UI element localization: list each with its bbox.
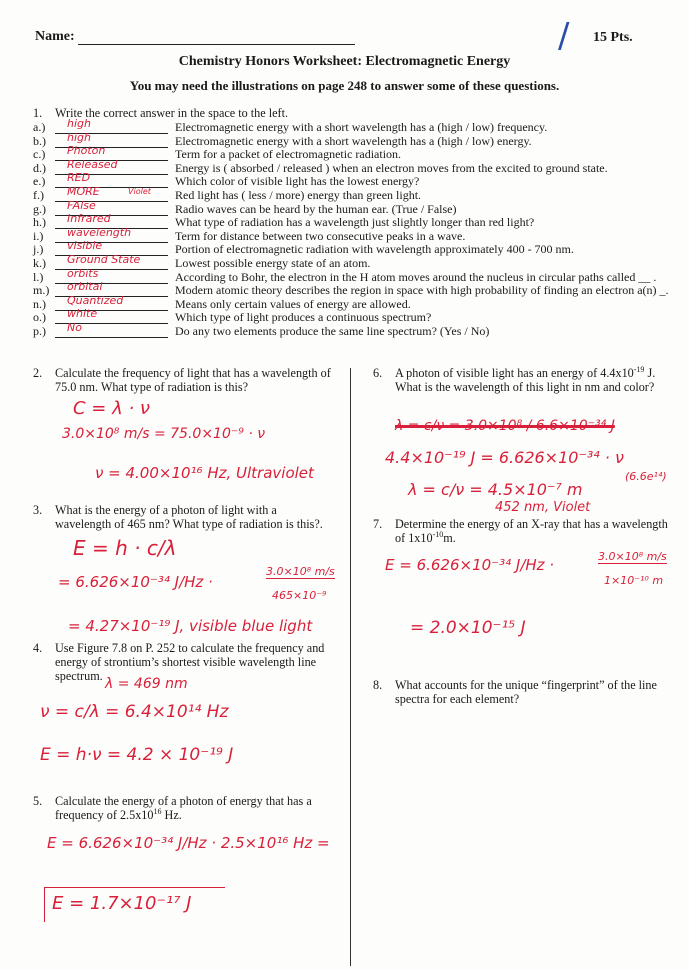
q6-work-crossed-out: λ = c/ν = 3.0×10⁸ / 6.6×10⁻³⁴ J <box>395 418 615 434</box>
q5-number: 5. <box>33 794 43 808</box>
q1-prompt: Write the correct answer in the space to the left. <box>55 106 288 120</box>
q1-item-label: g.) <box>33 201 46 216</box>
column-divider <box>350 368 351 966</box>
q2-work-1: C = λ · ν <box>73 398 150 419</box>
q6-number: 6. <box>373 366 383 380</box>
q1-item-question: Do any two elements produce the same line spectrum? (Yes / No) <box>175 324 490 338</box>
q1-answer-handwritten: RED <box>67 171 91 185</box>
q1-answer-handwritten: Infrared <box>67 212 111 226</box>
q1-item-label: l.) <box>33 269 44 284</box>
q1-item-question: Means only certain values of energy are allowed. <box>175 296 411 311</box>
q2-text-1: Calculate the frequency of light that has a wavelength of <box>55 366 331 380</box>
q1-answer-handwritten: visible <box>67 239 103 253</box>
q5-text-2-unit: Hz. <box>161 808 182 822</box>
q1-answer-handwritten: Released <box>67 157 118 171</box>
q6-work-answer: 452 nm, Violet <box>495 500 591 515</box>
q1-item-question: According to Bohr, the electron in the H atom moves around the nucleus in circular paths called __ . <box>175 269 657 284</box>
q7-work-answer: = 2.0×10⁻¹⁵ J <box>410 618 526 638</box>
q4-work-2: ν = c/λ = 6.4×10¹⁴ Hz <box>40 702 229 722</box>
q1-answer-handwritten: No <box>67 321 82 334</box>
q6-work-1: 4.4×10⁻¹⁹ J = 6.626×10⁻³⁴ · ν <box>385 448 624 467</box>
q1-item-label: n.) <box>33 296 46 311</box>
q1-item-question: Electromagnetic energy with a short wavelength has a (high / low) energy. <box>175 133 532 148</box>
q3-work-denominator: 465×10⁻⁹ <box>272 589 327 602</box>
q3-text-2: wavelength of 465 nm? What type of radiation is this?. <box>55 517 323 531</box>
q6-work-note: (6.6e¹⁴) <box>625 470 667 483</box>
q3-work-answer: = 4.27×10⁻¹⁹ J, visible blue light <box>68 617 313 635</box>
q1-answer-handwritten: Ground State <box>67 253 141 266</box>
q3-work-1: E = h · c/λ <box>73 536 177 560</box>
q1-item-question: Radio waves can be heard by the human ear. (True / False) <box>175 201 457 216</box>
q3-text-1: What is the energy of a photon of light with a <box>55 503 277 517</box>
q1-answer-handwritten: high <box>67 130 91 144</box>
score-points: 15 Pts. <box>593 30 633 45</box>
q1-answer-handwritten: MORE <box>67 185 100 198</box>
q1-number: 1. <box>33 106 43 120</box>
q7-work-1: E = 6.626×10⁻³⁴ J/Hz · <box>385 556 555 574</box>
q8-text-2: spectra for each element? <box>395 692 520 706</box>
q6-text-1-base: A photon of visible light has an energy of 4.4x10 <box>395 366 634 380</box>
q1-answer-handwritten: wavelength <box>67 225 132 239</box>
q1-item-question: Which type of light produces a continuous spectrum? <box>175 310 432 325</box>
q1-item-label: o.) <box>33 310 46 325</box>
q1-item-label: c.) <box>33 147 46 162</box>
q7-text-2-base: of 1x10 <box>395 531 433 545</box>
q7-work-numerator: 3.0×10⁸ m/s <box>598 550 667 563</box>
q7-text-2-unit: m. <box>443 531 456 545</box>
worksheet-title: Chemistry Honors Worksheet: Electromagnetic Energy <box>178 54 511 69</box>
q1-item-question: Term for a packet of electromagnetic radiation. <box>175 147 402 162</box>
q7-exponent: -10 <box>432 529 444 539</box>
q2-work-2: 3.0×10⁸ m/s = 75.0×10⁻⁹ · ν <box>62 426 266 442</box>
q7-work-denominator: 1×10⁻¹⁰ m <box>604 574 664 587</box>
q1-item-label: k.) <box>33 256 46 270</box>
q1-item-label: f.) <box>33 188 44 202</box>
q4-text-3: spectrum. <box>55 669 103 683</box>
q2-number: 2. <box>33 366 43 380</box>
q3-work-2: = 6.626×10⁻³⁴ J/Hz · <box>58 573 213 591</box>
q1-answer-handwritten: FAlse <box>67 198 96 212</box>
q6-text-1-unit: J. <box>644 366 656 380</box>
q6-text-1 <box>395 366 655 380</box>
q1-item-label: i.) <box>33 228 44 243</box>
q1-item-question: Electromagnetic energy with a short wavelength has a (high / low) frequency. <box>175 120 548 134</box>
q4-work-3: E = h·ν = 4.2 × 10⁻¹⁹ J <box>40 745 234 765</box>
q8-number: 8. <box>373 678 383 692</box>
q6-text-2: What is the wavelength of this light in nm and color? <box>395 380 655 394</box>
name-label: Name: <box>35 29 75 44</box>
q2-text-2: 75.0 nm. What type of radiation is this? <box>55 380 249 394</box>
q1-item-question: Portion of electromagnetic radiation with wavelength approximately 400 - 700 nm. <box>175 242 574 257</box>
q5-text-2-base: frequency of 2.5x10 <box>55 808 154 822</box>
q1-item-label: p.) <box>33 324 46 338</box>
worksheet-subtitle: You may need the illustrations on page 248 to answer some of these questions. <box>129 78 560 93</box>
q1-item-question: What type of radiation has a wavelength just slightly longer than red light? <box>175 215 535 230</box>
q1-item-question: Lowest possible energy state of an atom. <box>175 256 371 270</box>
q1-item-label: e.) <box>33 174 46 189</box>
q7-text-2 <box>395 531 456 545</box>
q1-item-question: Modern atomic theory describes the region in space with high probability of finding an electron a(n) _. <box>175 283 669 298</box>
q2-work-3: ν = 4.00×10¹⁶ Hz, Ultraviolet <box>95 464 314 482</box>
q4-text-1: Use Figure 7.8 on P. 252 to calculate the frequency and <box>55 641 325 655</box>
q7-text-1: Determine the energy of an X-ray that has a wavelength <box>395 517 668 531</box>
q4-text-2: energy of strontium’s shortest visible wavelength line <box>55 655 317 669</box>
q5-text-2 <box>55 808 182 822</box>
q4-work-1: λ = 469 nm <box>105 676 188 692</box>
q3-work-numerator: 3.0×10⁸ m/s <box>266 565 335 578</box>
q6-work-2: λ = c/ν = 4.5×10⁻⁷ m <box>408 480 583 499</box>
q1-answer-field[interactable] <box>55 321 168 338</box>
q1-item-question: Energy is ( absorbed / released ) when an electron moves from the excited to ground state. <box>175 160 608 175</box>
q5-work-answer: E = 1.7×10⁻¹⁷ J <box>52 893 192 914</box>
q6-exponent: -19 <box>633 364 645 374</box>
q1-item-label: a.) <box>33 120 46 134</box>
q4-number: 4. <box>33 641 43 655</box>
q5-text-1: Calculate the energy of a photon of energy that has a <box>55 794 312 808</box>
q1-item-question: Term for distance between two consecutive peaks in a wave. <box>175 228 466 243</box>
q7-number: 7. <box>373 517 383 531</box>
q5-exponent: 16 <box>153 806 162 816</box>
name-field[interactable] <box>78 44 355 45</box>
q1-answer-handwritten: Quantized <box>67 293 124 307</box>
q8-text-1: What accounts for the unique “fingerprint” of the line <box>395 678 657 692</box>
q1-item-label: h.) <box>33 215 46 230</box>
q1-item-label: b.) <box>33 133 46 148</box>
f-correction: Violet <box>128 187 151 196</box>
q3-number: 3. <box>33 503 43 517</box>
q1-item-question: Red light has ( less / more) energy than green light. <box>175 188 422 202</box>
q1-answer-handwritten: high <box>67 117 91 130</box>
q1-answer-handwritten: white <box>67 307 98 321</box>
q1-item-label: j.) <box>33 242 44 257</box>
score-mark: / <box>558 16 570 56</box>
q5-work-1: E = 6.626×10⁻³⁴ J/Hz · 2.5×10¹⁶ Hz = <box>47 834 330 852</box>
q1-answer-handwritten: Photon <box>67 144 106 158</box>
q1-item-label: m.) <box>33 283 50 298</box>
q1-answer-handwritten: orbital <box>67 280 103 294</box>
q1-item-question: Which color of visible light has the lowest energy? <box>175 174 420 189</box>
q1-item-label: d.) <box>33 160 46 175</box>
q1-answer-handwritten: orbits <box>67 266 99 280</box>
